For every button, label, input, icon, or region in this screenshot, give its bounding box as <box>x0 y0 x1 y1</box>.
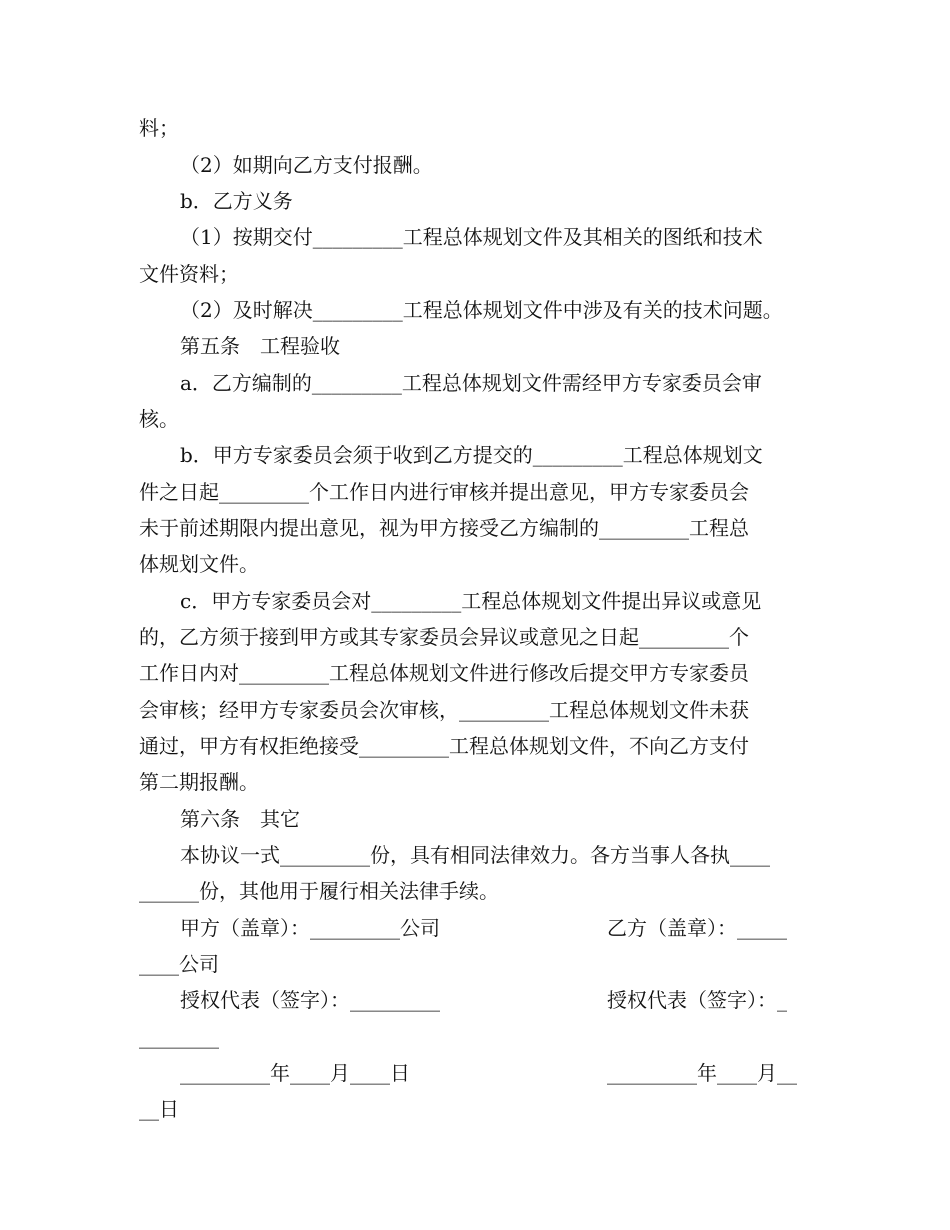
text-line: 通过，甲方有权拒绝接受_________工程总体规划文件，不向乙方支付 <box>139 734 749 758</box>
article-heading: 第六条 其它 <box>180 807 300 831</box>
party-b-seal: 乙方（盖章）：_____ <box>607 916 787 940</box>
party-a-seal: 甲方（盖章）：_________公司 <box>180 916 440 940</box>
text-line: 未于前述期限内提出意见，视为甲方接受乙方编制的_________工程总 <box>139 516 749 540</box>
text-line: 件之日起_________个工作日内进行审核并提出意见，甲方专家委员会 <box>139 480 749 504</box>
text-line: 体规划文件。 <box>139 552 259 576</box>
text-line: （2）及时解决_________工程总体规划文件中涉及有关的技术问题。 <box>180 298 783 322</box>
text-line: 工作日内对_________工程总体规划文件进行修改后提交甲方专家委员 <box>139 661 749 685</box>
party-a-date: _________年____月____日 <box>180 1061 410 1085</box>
text-line: a．乙方编制的_________工程总体规划文件需经甲方专家委员会审 <box>180 371 762 395</box>
text-line: （2）如期向乙方支付报酬。 <box>180 153 433 177</box>
party-a-representative: 授权代表（签字）：_________ <box>180 988 440 1012</box>
text-line: 核。 <box>139 407 179 431</box>
party-b-representative: 授权代表（签字）：_ <box>607 988 787 1012</box>
text-line: （1）按期交付_________工程总体规划文件及其相关的图纸和技术 <box>180 225 763 249</box>
text-line: 文件资料； <box>139 262 239 286</box>
text-line: c．甲方专家委员会对_________工程总体规划文件提出异议或意见 <box>180 589 762 613</box>
text-line: 料； <box>139 116 179 140</box>
text-line: 会审核；经甲方专家委员会次审核，_________工程总体规划文件未获 <box>139 698 749 722</box>
text-line: 的，乙方须于接到甲方或其专家委员会异议或意见之日起_________个 <box>139 625 749 649</box>
text-line: ______份，其他用于履行相关法律手续。 <box>139 879 499 903</box>
party-b-representative-cont: ________ <box>139 1025 219 1049</box>
text-line: 本协议一式_________份，具有相同法律效力。各方当事人各执____ <box>180 843 770 867</box>
text-line: 第二期报酬。 <box>139 770 259 794</box>
party-b-date-cont: __日 <box>139 1097 179 1121</box>
text-line: b．甲方专家委员会须于收到乙方提交的_________工程总体规划文 <box>180 443 763 467</box>
article-heading: 第五条 工程验收 <box>180 334 340 358</box>
party-b-date: _________年____月__ <box>607 1061 797 1085</box>
section-heading: b．乙方义务 <box>180 189 293 213</box>
party-b-seal-cont: ____公司 <box>139 952 219 976</box>
